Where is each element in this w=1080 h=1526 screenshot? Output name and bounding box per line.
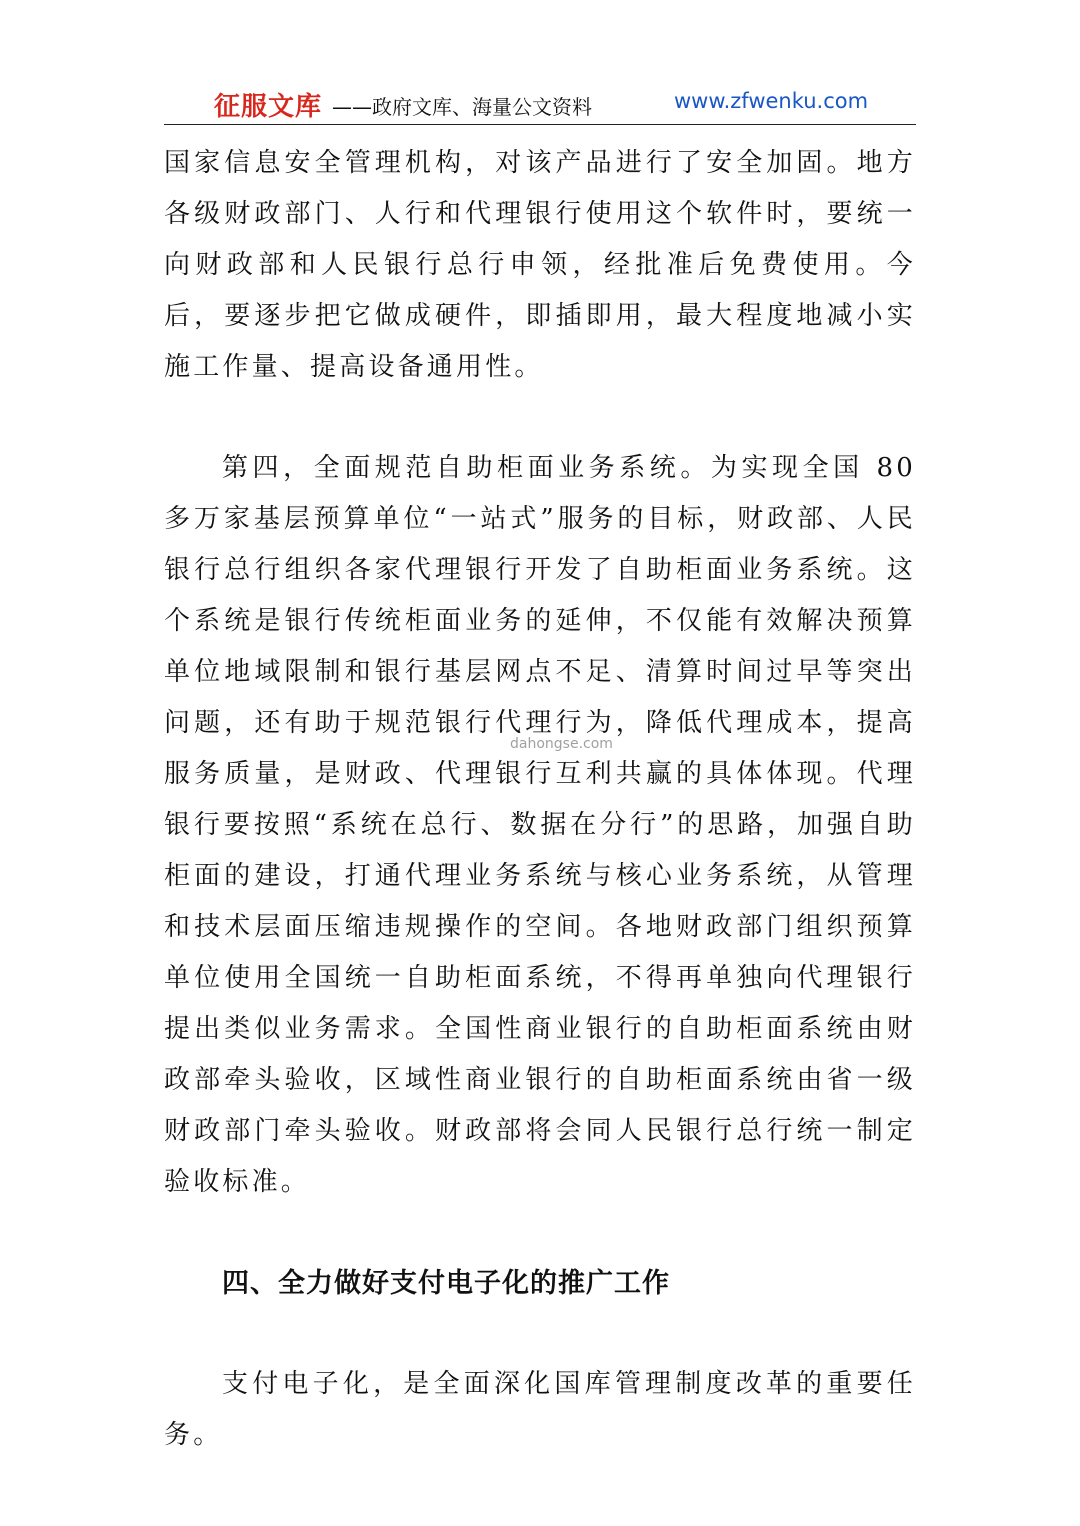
document-body <box>164 138 916 1461</box>
header-slogan: ——政府文库、海量公文资料 <box>332 95 592 119</box>
paragraph-fourth-point: 第四，全面规范自助柜面业务系统。为实现全国 80 多万家基层预算单位“一站式”服务的目标，财政部、人民银行总行组织各家代理银行开发了自助柜面业务系统。这个系统是银行传统柜面业务的延伸，不仅能有效解决预算单位地域限制和银行基层网点不足、清算时间过早等突出问题，还有助于规范银行代理行为，降低代理成本，提高服务质量，是财政、代理银行互利共赢的具体体现。代理银行要按照“系统在总行、数据在分行”的思路，加强自助柜面的建设，打通代理业务系统与核心业务系统，从管理和技术层面压缩违规操作的空间。各地财政部门组织预算单位使用全国统一自助柜面系统，不得再单独向代理银行提出类似业务需求。全国性商业银行的自助柜面系统由财政部牵头验收，区域性商业银行的自助柜面系统由省一级财政部门牵头验收。财政部将会同人民银行总行统一制定验收标准。 <box>164 453 916 1197</box>
watermark-text: dahongse.com <box>510 736 613 752</box>
site-url-link[interactable]: www.zfwenku.com <box>674 89 869 113</box>
paragraph-continued: 国家信息安全管理机构，对该产品进行了安全加固。地方各级财政部门、人行和代理银行使用这个软件时，要统一向财政部和人民银行总行申领，经批准后免费使用。今后，要逐步把它做成硬件，即插即用，最大程度地减小实施工作量、提高设备通用性。 <box>164 148 916 382</box>
page-header <box>164 84 916 125</box>
paragraph-payment-electronic: 支付电子化，是全面深化国库管理制度改革的重要任务。 <box>164 1369 916 1450</box>
section-heading: 四、全力做好支付电子化的推广工作 <box>222 1268 670 1299</box>
brand-logo: 征服文库 <box>214 92 323 122</box>
